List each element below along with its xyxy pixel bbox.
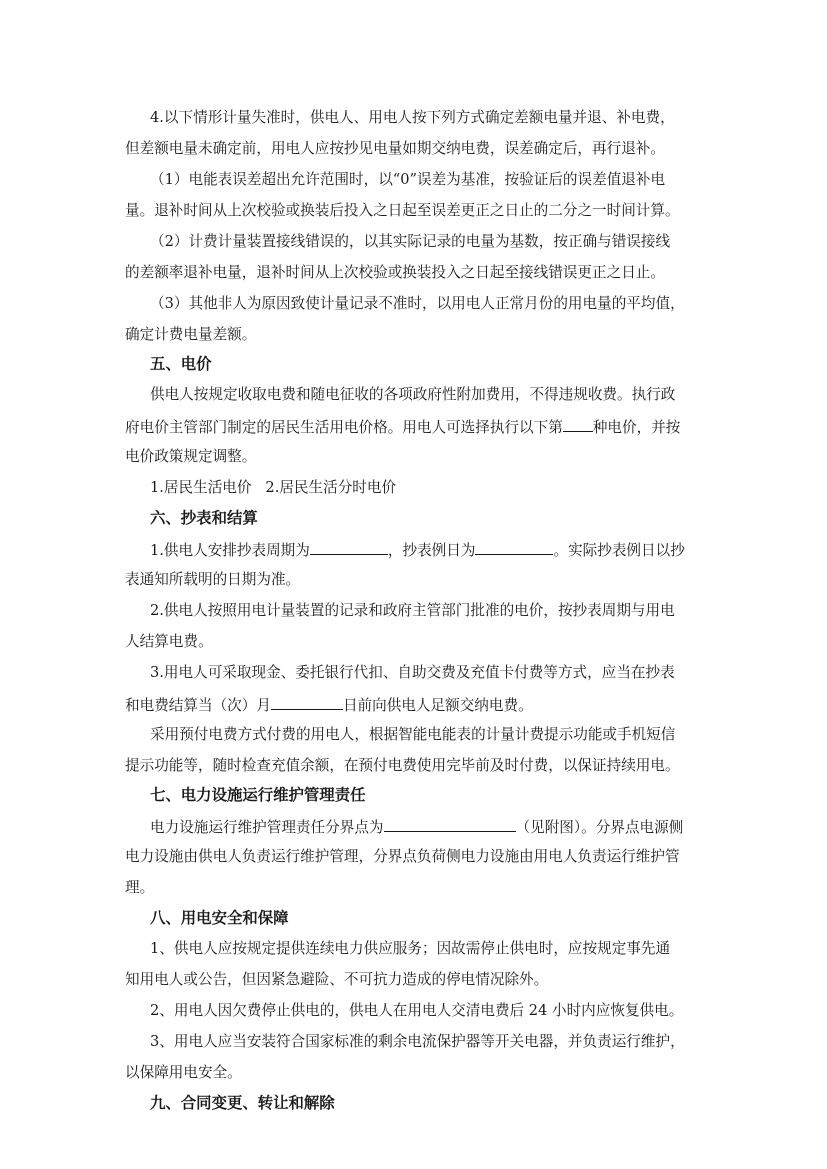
paragraph-line	[150, 816, 705, 838]
paragraph-line	[125, 694, 705, 716]
paragraph-line: 提示功能等，随时检查充值余额，在预付电费使用完毕前及时付费，以保证持续用电。	[125, 757, 680, 774]
paragraph-line: 理。	[125, 879, 155, 896]
text-span: 。实际抄表例日以抄	[553, 542, 685, 559]
paragraph-line: 确定计费电量差额。	[125, 326, 257, 343]
section-heading-maintenance: 七、电力设施运行维护管理责任	[150, 786, 366, 804]
paragraph-line: 电力设施由供电人负责运行维护管理，分界点负荷侧电力设施由用电人负责运行维护管	[125, 848, 680, 865]
fill-in-blank[interactable]	[310, 539, 388, 555]
section-heading-safety: 八、用电安全和保障	[150, 909, 289, 927]
paragraph-line	[150, 539, 705, 561]
text-span: （见附图）。分界点电源侧	[515, 819, 684, 836]
paragraph-line: 供电人按规定收取电费和随电征收的各项政府性附加费用，不得违规收费。执行政	[150, 386, 676, 403]
paragraph-line: 3.用电人可采取现金、委托银行代扣、自助交费及充值卡付费等方式，应当在抄表	[150, 664, 675, 681]
fill-in-blank[interactable]	[271, 694, 343, 710]
paragraph-line: 但差额电量未确定前，用电人应按抄见电量如期交纳电费，误差确定后，再行退补。	[125, 140, 665, 157]
paragraph-line: （1）电能表误差超出允许范围时，以“0”误差为基准，按验证后的误差值退补电	[150, 171, 666, 188]
paragraph-line: 2、用电人因欠费停止供电的，供电人在用电人交清电费后 24 小时内应恢复供电。	[150, 1002, 684, 1019]
paragraph-line: 表通知所载明的日期为准。	[125, 571, 301, 588]
text-span: 种电价，并按	[592, 419, 681, 436]
fill-in-blank[interactable]	[563, 416, 593, 432]
fill-in-blank[interactable]	[384, 816, 516, 832]
paragraph-line: 的差额率退补电量，退补时间从上次校验或换装投入之日起至接线错误更正之日止。	[125, 264, 665, 281]
paragraph-line: 4.以下情形计量失准时，供电人、用电人按下列方式确定差额电量并退、补电费，	[150, 109, 675, 126]
paragraph-line	[125, 416, 705, 438]
paragraph-line: （2）计费计量装置接线错误的，以其实际记录的电量为基数，按正确与错误接线	[150, 233, 671, 250]
paragraph-line: 采用预付电费方式付费的用电人，根据智能电能表的计量计费提示功能或手机短信	[150, 726, 676, 743]
text-span: 电力设施运行维护管理责任分界点为	[150, 819, 384, 836]
fill-in-blank[interactable]	[475, 539, 553, 555]
text-span: 和电费结算当（次）月	[125, 697, 271, 714]
price-options: 1.居民生活电价 2.居民生活分时电价	[150, 479, 397, 496]
text-span: 1.供电人安排抄表周期为	[150, 542, 310, 559]
text-span: 日前向供电人足额交纳电费。	[342, 697, 533, 714]
paragraph-line: 量。退补时间从上次校验或换装后投入之日起至误差更正之日止的二分之一时间计算。	[125, 202, 680, 219]
paragraph-line: 2.供电人按照用电计量装置的记录和政府主管部门批准的电价，按抄表周期与用电	[150, 602, 675, 619]
paragraph-line: 1、供电人应按规定提供连续电力供应服务；因故需停止供电时，应按规定事先通	[150, 940, 671, 957]
section-heading-billing: 六、抄表和结算	[150, 509, 258, 527]
paragraph-line: 3、用电人应当安装符合国家标准的剩余电流保护器等开关电器，并负责运行维护，	[150, 1033, 685, 1050]
paragraph-line: 知用电人或公告，但因紧急避险、不可抗力造成的停电情况除外。	[125, 971, 549, 988]
paragraph-line: 以保障用电安全。	[125, 1064, 242, 1081]
text-span: ，抄表例日为	[387, 542, 476, 559]
paragraph-line: 人结算电费。	[125, 633, 213, 650]
text-span: 府电价主管部门制定的居民生活用电价格。用电人可选择执行以下第	[125, 419, 563, 436]
paragraph-line: （3）其他非人为原因致使计量记录不准时，以用电人正常月份的用电量的平均值，	[150, 295, 685, 312]
section-heading-contract-change: 九、合同变更、转让和解除	[150, 1094, 335, 1112]
paragraph-line: 电价政策规定调整。	[125, 448, 257, 465]
section-heading-price: 五、电价	[150, 355, 212, 373]
